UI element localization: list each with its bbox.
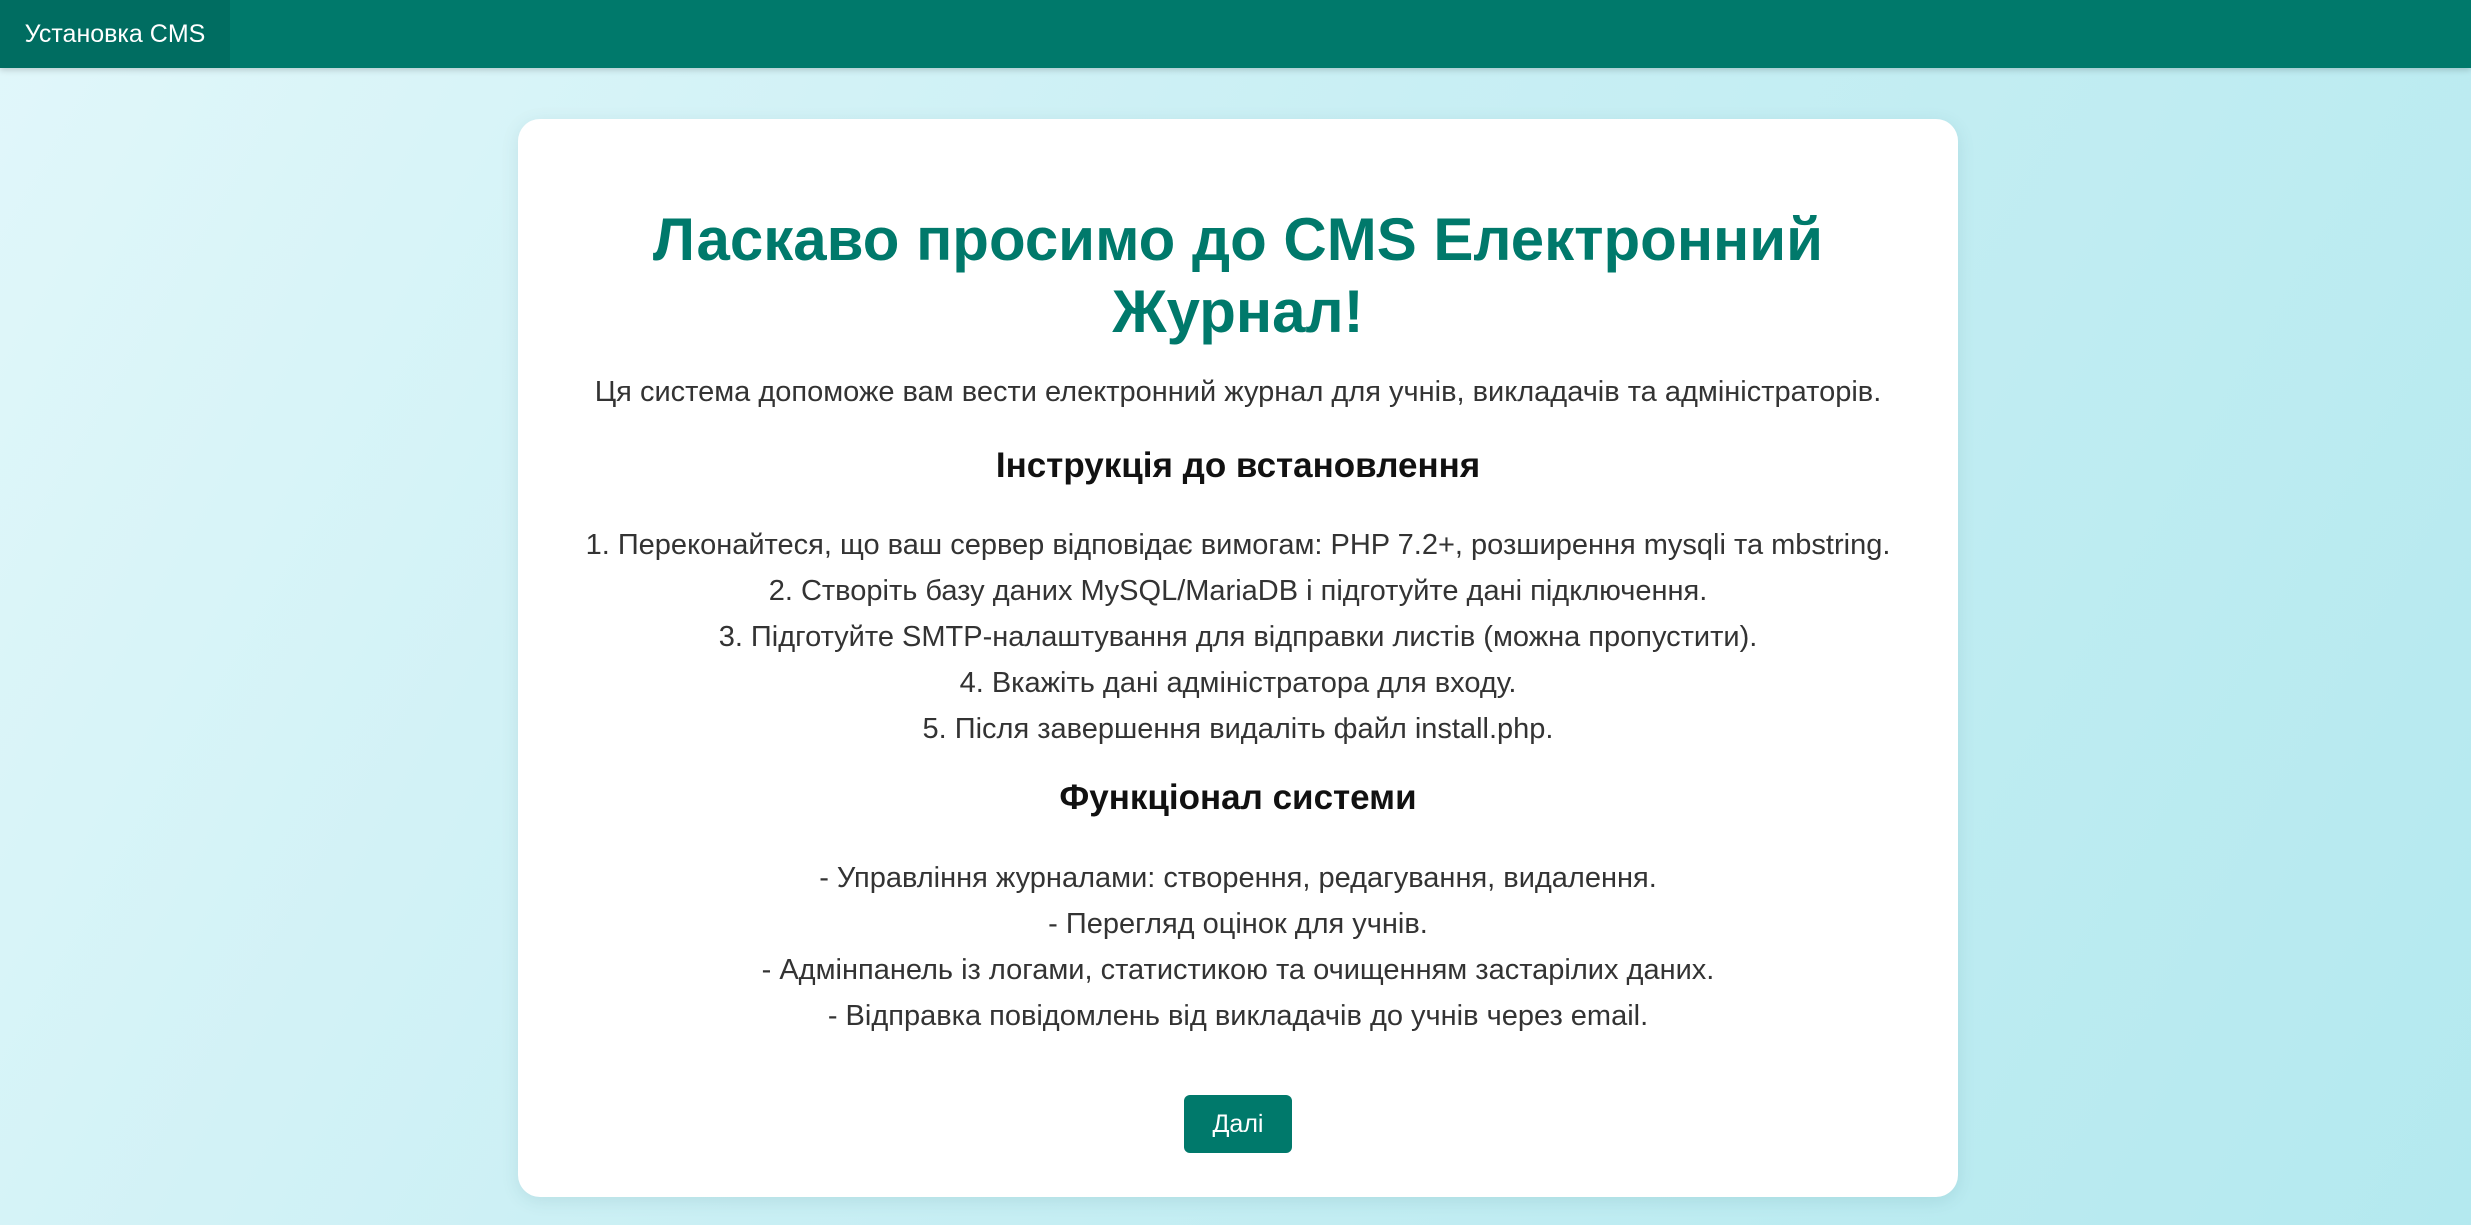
page-title: Ласкаво просимо до CMS Електронний Журнал!: [652, 206, 1824, 345]
list-item: 1. Переконайтеся, що ваш сервер відповідає вимогам: PHP 7.2+, розширення mysqli та mbstring.: [585, 529, 1891, 561]
cms-installation-tab[interactable]: Установка CMS: [0, 0, 230, 68]
system-features-list: [558, 855, 1918, 1039]
list-item: 2. Створіть базу даних MySQL/MariaDB і підготуйте дані підключення.: [768, 575, 1708, 607]
list-item: - Адмінпанель із логами, статистикою та очищенням застарілих даних.: [761, 954, 1715, 986]
list-item: - Перегляд оцінок для учнів.: [1048, 908, 1428, 940]
system-features-heading: Функціонал системи: [1059, 778, 1417, 817]
list-item: 4. Вкажіть дані адміністратора для входу.: [959, 667, 1517, 699]
list-item: 3. Підготуйте SMTP-налаштування для відправки листів (можна пропустити).: [718, 621, 1758, 653]
welcome-card: [518, 119, 1958, 1197]
intro-text: Ця система допоможе вам вести електронний журнал для учнів, викладачів та адміністраторів.: [594, 376, 1882, 408]
list-item: - Управління журналами: створення, редагування, видалення.: [819, 862, 1657, 894]
next-button[interactable]: Далі: [1184, 1095, 1292, 1153]
installation-instructions-heading: Інструкція до встановлення: [995, 446, 1481, 485]
top-navigation-bar: [0, 0, 2471, 68]
list-item: - Відправка повідомлень від викладачів до учнів через email.: [827, 1000, 1649, 1032]
list-item: 5. Після завершення видаліть файл install.php.: [922, 713, 1554, 745]
installation-instructions-list: [558, 522, 1918, 752]
